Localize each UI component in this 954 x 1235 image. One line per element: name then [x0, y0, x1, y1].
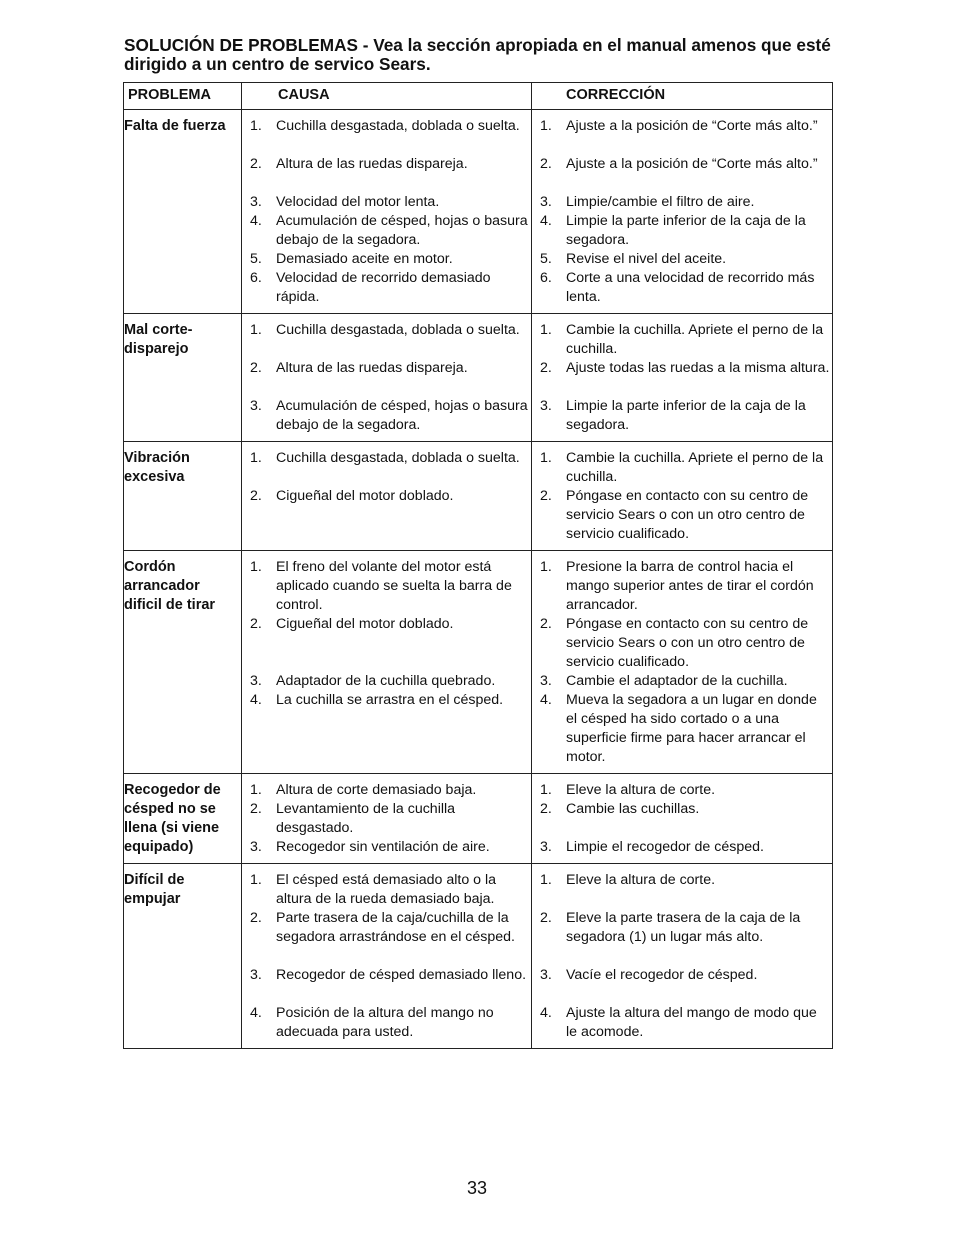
item-text: Demasiado aceite en motor.: [276, 251, 453, 267]
correction-cell: [532, 314, 833, 442]
list-item: [540, 269, 830, 307]
item-number: 3.: [250, 967, 262, 983]
list-item: [540, 449, 830, 487]
list-item: [540, 871, 830, 909]
item-text: Velocidad de recorrido demasiado rápida.: [276, 270, 491, 305]
table-row: [124, 864, 833, 1049]
item-text: Vacíe el recogedor de césped.: [566, 967, 758, 983]
item-number: 1.: [540, 872, 552, 888]
cause-list: [242, 449, 531, 544]
correction-cell: [532, 442, 833, 551]
page-heading: SOLUCIÓN DE PROBLEMAS - Vea la sección apropiada en el manual amenos que esté dirigido a un centro de servico Sears.: [124, 35, 831, 74]
item-number: 2.: [540, 910, 552, 926]
item-text: Corte a una velocidad de recorrido más lenta.: [566, 270, 815, 305]
item-number: 3.: [540, 839, 552, 855]
table-row: [124, 774, 833, 864]
list-item: [250, 449, 529, 487]
cause-cell: [242, 864, 532, 1049]
header-cause: CAUSA: [242, 83, 532, 110]
list-item: [250, 871, 529, 909]
correction-list: [532, 558, 832, 767]
item-number: 2.: [540, 360, 552, 376]
item-number: 3.: [540, 673, 552, 689]
list-item: [540, 691, 830, 767]
item-text: Presione la barra de control hacia el mango superior antes de tirar el cordón arrancador.: [566, 559, 814, 613]
item-number: 1.: [250, 872, 262, 888]
cause-cell: [242, 774, 532, 864]
item-number: 4.: [540, 1005, 552, 1021]
item-text: Recogedor de césped demasiado lleno.: [276, 967, 527, 983]
problem-cell: Difícil de empujar: [124, 864, 242, 1049]
item-text: Ajuste a la posición de “Corte más alto.”: [566, 156, 818, 172]
item-text: Revise el nivel del aceite.: [566, 251, 727, 267]
correction-list: [532, 781, 832, 857]
correction-list: [532, 449, 832, 544]
item-number: 2.: [540, 156, 552, 172]
page-number: 33: [466, 1178, 488, 1198]
item-text: El césped está demasiado alto o la altura de la rueda demasiado baja.: [276, 872, 497, 907]
list-item: [250, 359, 529, 397]
item-number: 4.: [250, 692, 262, 708]
item-number: 1.: [540, 450, 552, 466]
item-text: Póngase en contacto con su centro de servicio Sears o con un otro centro de servicio cualificado.: [566, 616, 809, 670]
list-item: [540, 781, 830, 800]
item-number: 5.: [540, 251, 552, 267]
item-number: 2.: [250, 801, 262, 817]
item-number: 3.: [250, 839, 262, 855]
item-number: 1.: [540, 559, 552, 575]
item-number: 1.: [250, 322, 262, 338]
list-item: [250, 672, 529, 691]
list-item: [250, 269, 529, 307]
item-text: Acumulación de césped, hojas o basura debajo de la segadora.: [276, 213, 528, 248]
table-row: [124, 314, 833, 442]
cause-list: [242, 781, 531, 857]
list-item: [540, 359, 830, 397]
item-text: Mueva la segadora a un lugar en donde el césped ha sido cortado o a una superficie firme para hacer arrancar el motor.: [566, 692, 817, 765]
troubleshooting-table: [123, 82, 833, 1049]
list-item: [540, 615, 830, 672]
item-text: El freno del volante del motor está aplicado cuando se suelta la barra de control.: [276, 559, 512, 613]
list-item: [540, 1004, 830, 1042]
item-text: Limpie el recogedor de césped.: [566, 839, 764, 855]
list-item: [250, 800, 529, 838]
list-item: [250, 487, 529, 544]
list-item: [250, 558, 529, 615]
item-text: Acumulación de césped, hojas o basura debajo de la segadora.: [276, 398, 528, 433]
item-text: Eleve la altura de corte.: [566, 872, 716, 888]
item-number: 2.: [540, 616, 552, 632]
item-number: 2.: [540, 488, 552, 504]
cause-cell: [242, 442, 532, 551]
list-item: [250, 250, 529, 269]
cause-cell: [242, 110, 532, 314]
header-problem: PROBLEMA: [124, 83, 242, 110]
item-number: 4.: [250, 213, 262, 229]
list-item: [540, 321, 830, 359]
item-text: Cigueñal del motor doblado.: [276, 488, 454, 504]
correction-cell: [532, 110, 833, 314]
item-text: Levantamiento de la cuchilla desgastado.: [276, 801, 456, 836]
list-item: [540, 672, 830, 691]
table-row: [124, 551, 833, 774]
item-text: Ajuste todas las ruedas a la misma altura.: [566, 360, 830, 376]
item-text: Eleve la parte trasera de la caja de la segadora (1) un lugar más alto.: [566, 910, 801, 945]
item-number: 4.: [250, 1005, 262, 1021]
item-text: Ajuste la altura del mango de modo que le acomode.: [566, 1005, 817, 1040]
list-item: [540, 909, 830, 966]
problem-cell: Recogedor de césped no se llena (si viene equipado): [124, 774, 242, 864]
list-item: [250, 117, 529, 155]
list-item: [540, 155, 830, 193]
item-number: 3.: [250, 673, 262, 689]
item-text: Altura de corte demasiado baja.: [276, 782, 477, 798]
item-text: Cuchilla desgastada, doblada o suelta.: [276, 118, 520, 134]
correction-list: [532, 117, 832, 307]
list-item: [250, 691, 529, 767]
item-number: 1.: [250, 118, 262, 134]
list-item: [250, 212, 529, 250]
item-number: 1.: [250, 559, 262, 575]
problem-cell: Mal corte-disparejo: [124, 314, 242, 442]
table-row: [124, 110, 833, 314]
list-item: [540, 558, 830, 615]
item-number: 1.: [250, 782, 262, 798]
correction-cell: [532, 551, 833, 774]
list-item: [540, 250, 830, 269]
list-item: [250, 781, 529, 800]
item-text: Cambie el adaptador de la cuchilla.: [566, 673, 788, 689]
item-text: Parte trasera de la caja/cuchilla de la segadora arrastrándose en el césped.: [276, 910, 515, 945]
item-number: 1.: [540, 118, 552, 134]
cause-cell: [242, 314, 532, 442]
item-text: Ajuste a la posición de “Corte más alto.”: [566, 118, 818, 134]
item-number: 2.: [250, 156, 262, 172]
item-number: 6.: [250, 270, 262, 286]
item-text: Altura de las ruedas dispareja.: [276, 360, 468, 376]
problem-cell: Vibración excesiva: [124, 442, 242, 551]
cause-list: [242, 558, 531, 767]
item-text: Velocidad del motor lenta.: [276, 194, 440, 210]
list-item: [540, 117, 830, 155]
list-item: [540, 838, 830, 857]
item-text: Adaptador de la cuchilla quebrado.: [276, 673, 496, 689]
list-item: [250, 193, 529, 212]
item-text: Limpie la parte inferior de la caja de la segadora.: [566, 398, 806, 433]
problem-cell: Cordón arrancador dificil de tirar: [124, 551, 242, 774]
item-number: 1.: [540, 782, 552, 798]
item-text: Cambie la cuchilla. Apriete el perno de la cuchilla.: [566, 322, 824, 357]
item-number: 3.: [250, 194, 262, 210]
item-number: 1.: [540, 322, 552, 338]
item-text: Cuchilla desgastada, doblada o suelta.: [276, 322, 520, 338]
item-text: Cigueñal del motor doblado.: [276, 616, 454, 632]
cause-list: [242, 117, 531, 307]
item-number: 2.: [250, 910, 262, 926]
list-item: [540, 800, 830, 838]
list-item: [250, 397, 529, 435]
list-item: [540, 397, 830, 435]
item-number: 3.: [540, 398, 552, 414]
item-text: Limpie la parte inferior de la caja de la segadora.: [566, 213, 806, 248]
table-row: [124, 442, 833, 551]
item-text: Recogedor sin ventilación de aire.: [276, 839, 490, 855]
item-text: Póngase en contacto con su centro de servicio Sears o con un otro centro de servicio cualificado.: [566, 488, 809, 542]
item-number: 3.: [540, 967, 552, 983]
table-header-row: [124, 83, 833, 110]
list-item: [250, 615, 529, 672]
list-item: [250, 1004, 529, 1042]
cause-list: [242, 321, 531, 435]
item-number: 6.: [540, 270, 552, 286]
item-number: 2.: [250, 488, 262, 504]
correction-cell: [532, 864, 833, 1049]
item-number: 2.: [250, 360, 262, 376]
cause-cell: [242, 551, 532, 774]
correction-list: [532, 321, 832, 435]
cause-list: [242, 871, 531, 1042]
item-text: Limpie/cambie el filtro de aire.: [566, 194, 755, 210]
item-number: 5.: [250, 251, 262, 267]
item-number: 3.: [540, 194, 552, 210]
list-item: [250, 909, 529, 966]
item-text: Cambie la cuchilla. Apriete el perno de la cuchilla.: [566, 450, 824, 485]
item-text: Eleve la altura de corte.: [566, 782, 716, 798]
list-item: [540, 487, 830, 544]
item-text: Cuchilla desgastada, doblada o suelta.: [276, 450, 520, 466]
correction-list: [532, 871, 832, 1042]
item-number: 2.: [540, 801, 552, 817]
list-item: [250, 838, 529, 857]
table-body: [124, 110, 833, 1049]
item-number: 4.: [540, 692, 552, 708]
item-text: Cambie las cuchillas.: [566, 801, 700, 817]
list-item: [540, 212, 830, 250]
header-correction: CORRECCIÓN: [532, 83, 833, 110]
problem-cell: Falta de fuerza: [124, 110, 242, 314]
list-item: [540, 193, 830, 212]
item-number: 4.: [540, 213, 552, 229]
list-item: [540, 966, 830, 1004]
item-number: 2.: [250, 616, 262, 632]
list-item: [250, 966, 529, 1004]
item-number: 3.: [250, 398, 262, 414]
correction-cell: [532, 774, 833, 864]
item-number: 1.: [250, 450, 262, 466]
item-text: Altura de las ruedas dispareja.: [276, 156, 468, 172]
list-item: [250, 321, 529, 359]
item-text: La cuchilla se arrastra en el césped.: [276, 692, 504, 708]
list-item: [250, 155, 529, 193]
item-text: Posición de la altura del mango no adecuada para usted.: [276, 1005, 494, 1040]
